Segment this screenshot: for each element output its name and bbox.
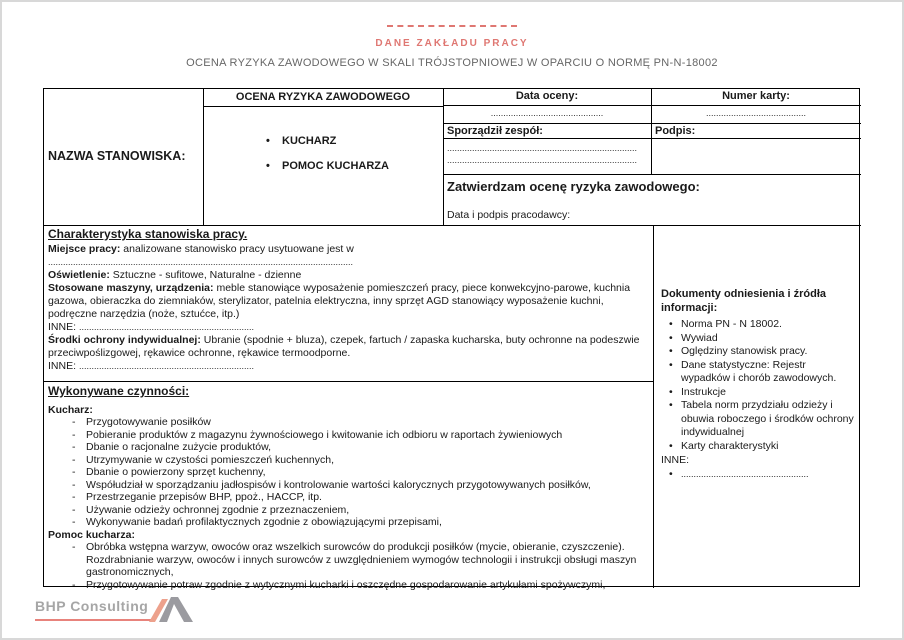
- bullet-icon: •: [669, 385, 673, 398]
- company-name-line: DANE ZAKŁADU PRACY: [375, 38, 529, 49]
- list-item: - Utrzymywanie w czystości pomieszczeń kuchennych,: [72, 453, 335, 466]
- card-number-label: Numer karty:: [722, 90, 790, 102]
- position-name-label: NAZWA STANOWISKA:: [48, 149, 186, 163]
- other-label: INNE:: [661, 454, 690, 466]
- dash-bullet: -: [72, 453, 76, 466]
- workplace-field[interactable]: ..........................................................................................................................: [48, 257, 354, 267]
- risk-assessment-form: [43, 88, 860, 591]
- dashed-divider: [387, 25, 517, 27]
- grid-line: [443, 174, 861, 175]
- bullet-icon: •: [669, 345, 673, 357]
- workstation-characteristics-section: [48, 228, 648, 373]
- bullet-icon: •: [669, 467, 673, 480]
- card-number-field[interactable]: ........................................: [705, 108, 807, 118]
- date-of-assessment-field[interactable]: .............................................: [490, 108, 604, 118]
- roof-chevron-icon: [147, 594, 199, 627]
- dash-bullet: -: [72, 428, 76, 441]
- prepared-by-field[interactable]: ............................................................................ ............................................................................: [447, 143, 638, 165]
- logo-underline: [35, 619, 155, 621]
- bullet-icon: •: [266, 135, 270, 147]
- grid-line: [44, 381, 653, 382]
- signature-label: Podpis:: [655, 125, 696, 137]
- date-of-assessment-label: Data oceny:: [515, 90, 579, 102]
- bullet-icon: •: [669, 399, 673, 411]
- bullet-icon: •: [669, 358, 673, 371]
- list-item: • Oględziny stanowisk pracy.: [669, 345, 808, 357]
- grid-line: [443, 123, 861, 124]
- list-item: - Przygotowywanie potraw zgodnie z wytycznymi kucharki i oszczędne gospodarowanie artykułami spożywczymi,: [72, 578, 606, 591]
- section-title: Wykonywane czynności:: [48, 384, 190, 398]
- group-label-cook-helper: Pomoc kucharza:: [48, 528, 135, 541]
- grid-line: [203, 89, 204, 225]
- grid-line: [443, 105, 861, 106]
- grid-line: [653, 225, 654, 588]
- list-item: - Dbanie o racjonalne zużycie produktów,: [72, 441, 272, 453]
- dash-bullet: -: [72, 416, 76, 428]
- lighting-line: Oświetlenie: Sztuczne - sufitowe, Naturalne - dzienne: [48, 269, 302, 281]
- bhp-consulting-logo: [35, 598, 205, 614]
- section-title: Dokumenty odniesienia i źródła informacji:: [661, 288, 827, 314]
- grid-line: [443, 138, 861, 139]
- list-item: - Wykonywanie badań profilaktycznych zgodnie z obowiązującymi przepisami,: [72, 516, 442, 528]
- list-item: • Karty charakterystyki: [669, 439, 779, 452]
- assessment-header: OCENA RYZYKA ZAWODOWEGO: [235, 91, 411, 103]
- dash-bullet: -: [72, 541, 76, 553]
- bullet-icon: •: [266, 160, 270, 172]
- other-line: INNE: ......................................................................: [48, 321, 254, 333]
- bullet-icon: •: [669, 318, 673, 330]
- dash-bullet: -: [72, 466, 76, 478]
- list-item: • Dane statystyczne: Rejestr wypadków i chorób zawodowych.: [669, 358, 837, 384]
- dash-bullet: -: [72, 516, 76, 528]
- position-list: [266, 135, 442, 185]
- group-label-cook: Kucharz:: [48, 403, 93, 416]
- section-title: Charakterystyka stanowiska pracy.: [48, 227, 248, 241]
- other-field[interactable]: ...................................................: [681, 468, 809, 479]
- bullet-icon: •: [669, 331, 673, 344]
- reference-documents-section: [661, 225, 857, 481]
- ppe-line: Środki ochrony indywidualnej: Ubranie (spodnie + bluza), czepek, fartuch / zapaska kucharska, buty ochronne na podeszwie przeciwpoślizgowej, rękawice ochronne, rękawice termoodporne.: [48, 334, 640, 359]
- dash-bullet: -: [72, 503, 76, 516]
- list-item: • POMOC KUCHARZA: [266, 160, 389, 172]
- list-item: [661, 468, 857, 482]
- machines-line: Stosowane maszyny, urządzenia: meble stanowiące wyposażenie pomieszczeń pracy, piece konwekcyjno-parowe, kuchnia gazowa, obieraczka do ziemniaków, sterylizator, patelnia elektryczna, inny sprzęt AGD stanowiący wyposażenie kuchni, podręczne narzędzia (noże, sztućce, itp.): [48, 282, 631, 320]
- bullet-icon: •: [669, 439, 673, 452]
- list-item: • Wywiad: [669, 331, 718, 344]
- list-item: • Tabela norm przydziału odzieży i obuwia roboczego i środków ochrony indywidualnej: [669, 399, 854, 438]
- dash-bullet: -: [72, 478, 76, 491]
- other-field[interactable]: ......................................................................: [78, 361, 254, 371]
- employer-date-signature-label: Data i podpis pracodawcy:: [447, 209, 571, 221]
- document-title: OCENA RYZYKA ZAWODOWEGO W SKALI TRÓJSTOPNIOWEJ W OPARCIU O NORMĘ PN-N-18002: [186, 57, 718, 69]
- list-item: - Pobieranie produktów z magazynu żywnościowego i kwitowanie ich odbioru w raportach żywieniowych: [72, 428, 563, 441]
- performed-activities-section: [48, 385, 649, 591]
- dash-bullet: -: [72, 578, 76, 591]
- list-item: - Obróbka wstępna warzyw, owoców oraz wszelkich surowców do produkcji posiłków (mycie, obieranie, czyszczenie). Rozdrabnianie warzyw, owoców i innych surowców z uwzględnieniem wymogów technologii i instrukcji obsługi maszyn gastronomicznych,: [72, 541, 637, 578]
- list-item: - Przestrzeganie przepisów BHP, ppoż., HACCP, itp.: [72, 491, 322, 503]
- list-item: - Przygotowywanie posiłków: [72, 416, 211, 428]
- other-field[interactable]: ......................................................................: [78, 322, 254, 332]
- approval-label: Zatwierdzam ocenę ryzyka zawodowego:: [447, 179, 700, 194]
- workplace-line: Miejsce pracy: analizowane stanowisko pracy usytuowane jest w: [48, 243, 354, 255]
- list-item: - Używanie odzieży ochronnej zgodnie z przeznaczeniem,: [72, 503, 350, 516]
- grid-line: [203, 106, 444, 107]
- list-item: • KUCHARZ: [266, 135, 337, 147]
- list-item: • Instrukcje: [669, 385, 726, 398]
- list-item: - Dbanie o powierzony sprzęt kuchenny,: [72, 466, 266, 478]
- other-line: INNE: ......................................................................: [48, 360, 254, 372]
- list-item: - Współudział w sporządzaniu jadłospisów i kontrolowanie wartości kalorycznych przygotowywanych posiłków,: [72, 478, 591, 491]
- dash-bullet: -: [72, 441, 76, 453]
- dash-bullet: -: [72, 491, 76, 503]
- prepared-by-label: Sporządził zespół:: [447, 125, 543, 137]
- logo-text: BHP Consulting: [35, 598, 149, 614]
- list-item: • Norma PN - N 18002.: [669, 318, 782, 330]
